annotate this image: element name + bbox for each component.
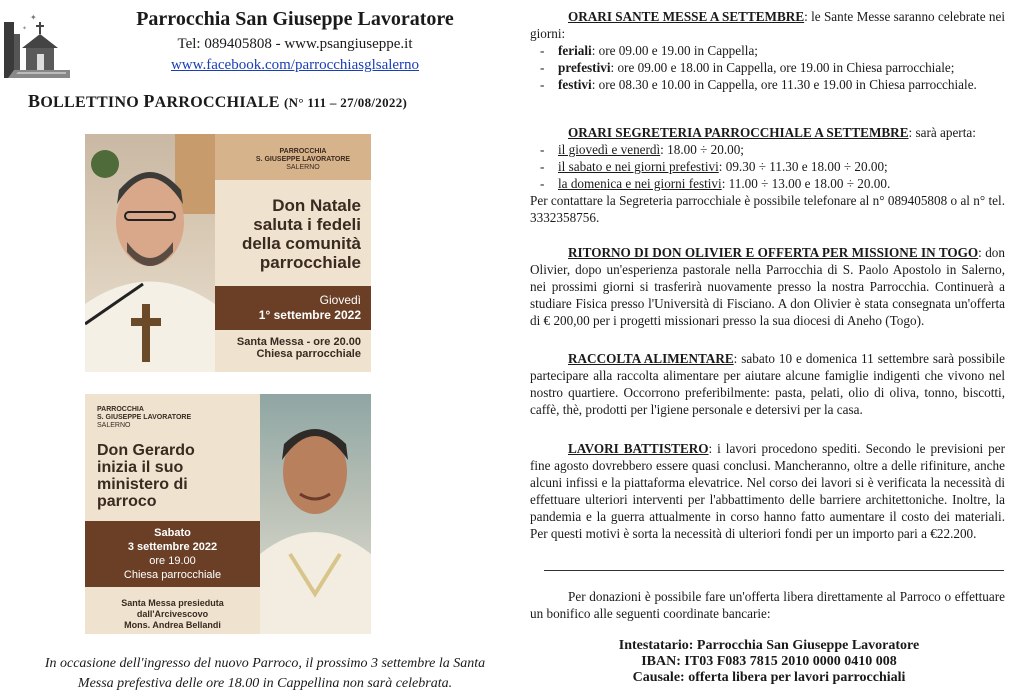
office-item-thu-fri: [530, 141, 1005, 158]
poster1-title: [219, 196, 361, 272]
poster2-date-band: [85, 521, 260, 587]
bulletin-title: [28, 91, 498, 112]
office-item-label: il sabato e nei giorni prefestivi: [558, 159, 719, 174]
poster2-title-line1: Don Gerardo: [97, 442, 195, 459]
masses-item-text: : ore 09.00 e 18.00 in Cappella, ore 19.00 in Chiesa parrocchiale;: [610, 60, 955, 75]
bank-reason: Causale: offerta libera per lavori parrocchiali: [632, 670, 906, 685]
poster1-place: Chiesa parrocchiale: [256, 348, 361, 360]
poster1-footer: [219, 336, 361, 360]
priest-photo-1: [85, 134, 215, 372]
masses-item-text: : ore 09.00 e 19.00 in Cappella;: [591, 43, 758, 58]
baptistery-text: : i lavori procedono spediti. Secondo le previsioni per fine agosto dovrebbero essere quasi conclusi. Mancheranno, oltre a delle rifiniture, anche alcuni infissi e la piattaforma elevatrice. Nel corso dei lavori si è verificata la necessità di effettuare ulteriori interventi per l'abbattimento delle barriere architettoniche. Inoltre, la pandemia e la guerra attualmente in corso hanno fatto aumentare il costo dei materiali. Per questi motivi è sorta la necessità di ulteriori fondi per un importo pari a €22.200.: [530, 441, 1005, 541]
poster1-title-line3: della comunità: [241, 234, 361, 253]
office-section: [530, 124, 1005, 226]
poster1-title-line2: saluta i fedeli: [253, 215, 361, 234]
poster2-time: ore 19.00: [149, 555, 196, 567]
office-item-label: la domenica e nei giorni festivi: [558, 176, 722, 191]
parish-name: Parrocchia San Giuseppe Lavoratore: [136, 8, 454, 30]
svg-text:✦: ✦: [30, 13, 37, 22]
office-list: [530, 141, 1005, 192]
bulletin-word2: ARROCCHIALE: [154, 94, 280, 111]
poster1-date-text: 1° settembre 2022: [258, 308, 361, 322]
section-divider: [544, 570, 1004, 571]
poster1-title-line1: Don Natale: [272, 196, 361, 215]
facebook-link[interactable]: www.facebook.com/parrocchiasglsalerno: [170, 57, 420, 73]
priest-photo-2: [260, 394, 371, 634]
note-line2: Messa prefestiva delle ore 18.00 in Cappellina non sarà celebrata.: [77, 676, 453, 691]
poster-don-natale: [85, 134, 371, 372]
donation-section: [530, 588, 1005, 622]
office-item-text: : 09.30 ÷ 11.30 e 18.00 ÷ 20.00;: [718, 159, 888, 174]
masses-item-label: prefestivi: [558, 60, 611, 75]
food-text: : sabato 10 e domenica 11 settembre sarà possibile partecipare alla raccolta alimentare per aiutare alcune famiglie indigenti che vivono nel nostro quartiere. Occorrono preferibilmente: pasta, pelati, olio di oliva, tonno, biscotti, caffè, thè, prodotti per l'igiene personale e detersivi per la casa.: [530, 351, 1005, 417]
poster2-title-line3: ministero di: [97, 476, 188, 493]
poster1-org-line1: PARROCCHIA: [279, 148, 327, 155]
masses-heading: ORARI SANTE MESSE A SETTEMBRE: [568, 9, 805, 24]
svg-text:✦: ✦: [22, 25, 28, 32]
poster2-footer: [85, 598, 260, 631]
poster2-foot-line1: Santa Messa presieduta: [121, 598, 224, 608]
office-contact: Per contattare la Segreteria parrocchiale è possibile telefonare al n° 089405808 o al n° tel. 3332358756.: [530, 193, 1005, 225]
poster1-org-line2: S. GIUSEPPE LAVORATORE: [255, 156, 351, 163]
olivier-section: [530, 244, 1005, 329]
parish-contact: Tel: 089405808 - www.psangiuseppe.it: [177, 36, 413, 52]
poster2-date-text: 3 settembre 2022: [127, 541, 218, 553]
bulletin-initial-b: B: [28, 91, 41, 111]
baptistery-section: [530, 440, 1005, 542]
poster2-org: [97, 406, 191, 430]
poster2-place: Chiesa parrocchiale: [123, 569, 222, 581]
bulletin-number: (N° 111 – 27/08/2022): [284, 95, 408, 110]
poster2-foot-line2: dall'Arcivescovo: [136, 609, 209, 619]
poster2-title-line2: inizia il suo: [97, 459, 184, 476]
bank-iban: IBAN: IT03 F083 7815 2010 0000 0410 008: [641, 654, 897, 669]
baptistery-heading: LAVORI BATTISTERO: [568, 441, 709, 456]
masses-section: [530, 8, 1005, 93]
bulletin-initial-p: P: [143, 91, 155, 111]
priest-portrait-icon-2: [260, 394, 371, 634]
poster2-foot-line3: Mons. Andrea Bellandi: [124, 620, 221, 630]
masses-item-festivi: [530, 76, 1005, 93]
poster2-org-line3: SALERNO: [97, 422, 131, 429]
masses-item-text: : ore 08.30 e 10.00 in Cappella, ore 11.30 e 19.00 in Chiesa parrocchiale.: [591, 77, 977, 92]
office-intro: : sarà aperta:: [908, 125, 976, 140]
office-item-sat: [530, 158, 1005, 175]
right-column: [530, 0, 1008, 697]
poster1-mass-time: Santa Messa - ore 20.00: [236, 336, 361, 348]
poster1-title-line4: parrocchiale: [259, 253, 361, 272]
bank-holder: Intestatario: Parrocchia San Giuseppe Lavoratore: [618, 638, 920, 653]
poster2-date: [85, 521, 260, 582]
masses-item-label: feriali: [558, 43, 592, 58]
food-heading: RACCOLTA ALIMENTARE: [568, 351, 734, 366]
poster2-title-line4: parroco: [97, 493, 157, 510]
olivier-heading: RITORNO DI DON OLIVIER E OFFERTA PER MISSIONE IN TOGO: [568, 245, 979, 260]
poster1-header-band: [215, 134, 371, 180]
priest-portrait-icon: [85, 134, 215, 372]
food-section: [530, 350, 1005, 418]
poster2-day: Sabato: [154, 527, 191, 539]
masses-item-feriali: [530, 42, 1005, 59]
bank-details: [530, 638, 1008, 686]
church-logo-icon: [4, 8, 70, 78]
note-line1: In occasione dell'ingresso del nuovo Parroco, il prossimo 3 settembre la Santa: [44, 656, 486, 671]
masses-intro: : le Sante Messe saranno celebrate nei giorni:: [530, 9, 1005, 41]
poster2-org-line1: PARROCCHIA: [97, 406, 144, 413]
poster1-day: Giovedì: [319, 293, 361, 307]
bulletin-word1: OLLETTINO: [40, 94, 144, 111]
poster2-title: [97, 442, 257, 510]
cancellation-note: [30, 654, 500, 694]
office-item-text: : 11.00 ÷ 13.00 e 18.00 ÷ 20.00.: [721, 176, 891, 191]
donation-text: Per donazioni è possibile fare un'offerta libera direttamente al Parroco o effettuare un bonifico alle seguenti coordinate bancarie:: [530, 589, 1005, 621]
office-item-text: : 18.00 ÷ 20.00;: [660, 142, 744, 157]
masses-list: [530, 42, 1005, 93]
poster2-org-line2: S. GIUSEPPE LAVORATORE: [97, 414, 192, 421]
poster1-date: [215, 286, 371, 323]
office-item-label: il giovedì e venerdì: [558, 142, 661, 157]
masses-item-label: festivi: [558, 77, 592, 92]
masses-item-prefestivi: [530, 59, 1005, 76]
office-heading: ORARI SEGRETERIA PARROCCHIALE A SETTEMBRE: [568, 125, 909, 140]
poster1-org-line3: SALERNO: [286, 164, 320, 171]
poster1-date-band: [215, 286, 371, 330]
olivier-text: : don Olivier, dopo un'esperienza pastorale nella Parrocchia di S. Paolo Apostolo in Salerno, nei prossimi giorni si trasferirà nuovamente presso la nostra Parrocchia. Continuerà a studiare Fisica presso l'Università di Fisciano. A don Olivier è stata consegnata un'offerta di € 200,00 per i progetti missionari presso la sua diocesi di Aneho (Togo).: [530, 245, 1005, 328]
poster1-org: [215, 134, 371, 172]
poster-don-gerardo: [85, 394, 371, 634]
office-item-sun: [530, 175, 1005, 192]
